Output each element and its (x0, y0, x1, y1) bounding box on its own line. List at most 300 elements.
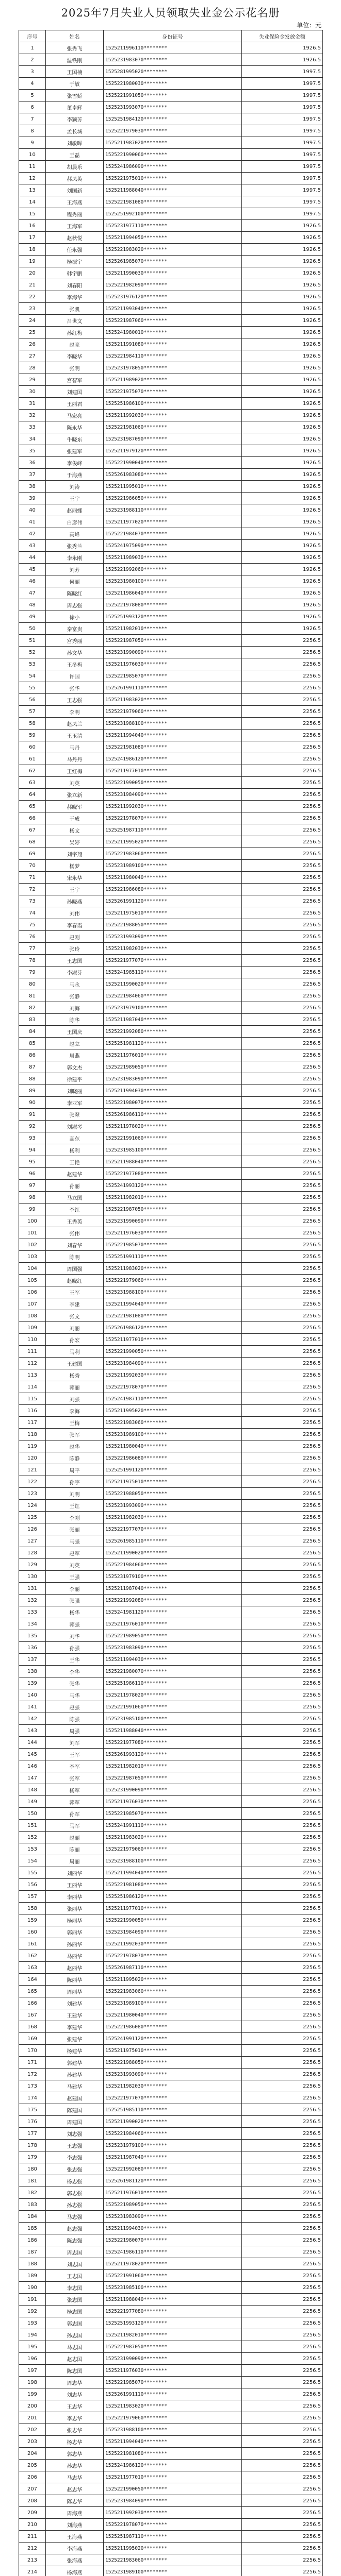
cell-id-number: 1525211979120******** (104, 445, 242, 457)
column-header-id: 身份证号 (104, 30, 242, 42)
cell-amount: 2256.5 (242, 1085, 323, 1097)
cell-amount: 2256.5 (242, 2246, 323, 2258)
cell-amount: 1926.5 (242, 564, 323, 575)
cell-name: 张华 (46, 682, 104, 694)
table-row (19, 1689, 323, 1701)
cell-id-number: 1525221980030******** (104, 78, 242, 90)
cell-no: 190 (19, 2282, 46, 2294)
cell-amount: 2256.5 (242, 931, 323, 943)
cell-amount: 2256.5 (242, 2507, 323, 2519)
cell-name: 马丽华 (46, 1950, 104, 1962)
table-row (19, 2187, 323, 2199)
cell-name: 赵建国 (46, 2092, 104, 2104)
cell-id-number: 1525211988040******** (104, 184, 242, 196)
cell-amount: 2256.5 (242, 1464, 323, 1476)
cell-id-number: 1525221984070******** (104, 528, 242, 540)
cell-no: 50 (19, 623, 46, 635)
table-row (19, 1346, 323, 1358)
cell-name: 王艳 (46, 1156, 104, 1168)
table-row (19, 2140, 323, 2151)
cell-amount: 1997.5 (242, 184, 323, 196)
table-row (19, 1322, 323, 1334)
cell-no: 192 (19, 2306, 46, 2317)
cell-amount: 2256.5 (242, 694, 323, 706)
table-row (19, 1180, 323, 1192)
table-row (19, 812, 323, 824)
cell-amount: 2256.5 (242, 2554, 323, 2566)
cell-no: 179 (19, 2151, 46, 2163)
cell-id-number: 1525221989050******** (104, 1630, 242, 1642)
table-row (19, 884, 323, 895)
cell-no: 130 (19, 1571, 46, 1583)
cell-id-number: 1525231977110******** (104, 220, 242, 232)
cell-id-number: 1525221987050******** (104, 1204, 242, 1215)
cell-id-number: 1525251993120******** (104, 2317, 242, 2329)
cell-no: 156 (19, 1879, 46, 1891)
cell-name: 赵亮 (46, 338, 104, 350)
table-row (19, 398, 323, 410)
table-row (19, 2353, 323, 2365)
cell-no: 167 (19, 2009, 46, 2021)
cell-amount: 2256.5 (242, 1820, 323, 1832)
cell-name: 于敏 (46, 78, 104, 90)
cell-amount: 2256.5 (242, 1867, 323, 1879)
cell-id-number: 1525221977080******** (104, 1737, 242, 1749)
cell-amount: 1926.5 (242, 623, 323, 635)
cell-no: 100 (19, 1215, 46, 1227)
cell-id-number: 1525231983090******** (104, 2211, 242, 2223)
cell-no: 54 (19, 670, 46, 682)
table-row (19, 1618, 323, 1630)
cell-no: 140 (19, 1689, 46, 1701)
cell-id-number: 1525211987040******** (104, 1014, 242, 1026)
cell-name: 王志强 (46, 2140, 104, 2151)
cell-amount: 1997.5 (242, 101, 323, 113)
cell-name: 刘建华 (46, 1997, 104, 2009)
cell-amount: 1926.5 (242, 267, 323, 279)
cell-name: 刘芳 (46, 564, 104, 575)
table-row (19, 350, 323, 362)
table-row (19, 1369, 323, 1381)
cell-id-number: 1525221977080******** (104, 2306, 242, 2317)
cell-no: 202 (19, 2424, 46, 2436)
cell-name: 杨梦 (46, 860, 104, 872)
cell-name: 程秀丽 (46, 208, 104, 220)
cell-no: 94 (19, 1144, 46, 1156)
cell-no: 124 (19, 1500, 46, 1512)
cell-id-number: 1525221987050******** (104, 2341, 242, 2353)
table-row (19, 1121, 323, 1132)
table-row (19, 504, 323, 516)
cell-no: 172 (19, 2069, 46, 2080)
cell-amount: 2256.5 (242, 789, 323, 801)
cell-no: 158 (19, 1903, 46, 1914)
cell-id-number: 1525221992060******** (104, 564, 242, 575)
table-row (19, 481, 323, 493)
cell-id-number: 1525231984090******** (104, 2495, 242, 2507)
table-row (19, 682, 323, 694)
cell-amount: 2256.5 (242, 2412, 323, 2424)
cell-no: 160 (19, 1926, 46, 1938)
cell-no: 106 (19, 1286, 46, 1298)
cell-no: 78 (19, 955, 46, 967)
cell-id-number: 1525221991060******** (104, 2270, 242, 2282)
table-row (19, 1879, 323, 1891)
cell-no: 165 (19, 1986, 46, 1997)
cell-name: 李丽 (46, 1583, 104, 1595)
table-row (19, 1073, 323, 1085)
cell-id-number: 1525221992080******** (104, 1595, 242, 1606)
cell-no: 121 (19, 1464, 46, 1476)
cell-no: 154 (19, 1855, 46, 1867)
table-row (19, 552, 323, 564)
table-row (19, 706, 323, 718)
cell-no: 118 (19, 1429, 46, 1440)
cell-name: 马志国 (46, 2341, 104, 2353)
cell-no: 138 (19, 1666, 46, 1677)
cell-name: 陈丽 (46, 1843, 104, 1855)
cell-no: 122 (19, 1476, 46, 1488)
cell-no: 52 (19, 647, 46, 658)
cell-no: 48 (19, 599, 46, 611)
table-row (19, 931, 323, 943)
cell-name: 王志国 (46, 955, 104, 967)
cell-id-number: 1525211994040******** (104, 1867, 242, 1879)
cell-no: 51 (19, 635, 46, 647)
cell-id-number: 1525231993090******** (104, 2069, 242, 2080)
table-row (19, 955, 323, 967)
cell-amount: 2256.5 (242, 1950, 323, 1962)
cell-no: 150 (19, 1808, 46, 1820)
cell-amount: 2256.5 (242, 1926, 323, 1938)
cell-name: 李建 (46, 1298, 104, 1310)
cell-no: 188 (19, 2258, 46, 2270)
cell-no: 42 (19, 528, 46, 540)
cell-id-number: 1525211995020******** (104, 836, 242, 848)
cell-amount: 1926.5 (242, 244, 323, 256)
table-row (19, 1547, 323, 1559)
table-row (19, 2033, 323, 2045)
cell-id-number: 1525221990050******** (104, 1346, 242, 1358)
table-row (19, 1026, 323, 1038)
cell-no: 8 (19, 125, 46, 137)
column-header-amount: 失业保险金发放金额 (242, 30, 323, 42)
cell-id-number: 1525251992100******** (104, 208, 242, 220)
cell-amount: 2256.5 (242, 1132, 323, 1144)
table-row (19, 635, 323, 647)
cell-name: 王强 (46, 1571, 104, 1583)
table-row (19, 2543, 323, 2554)
table-row (19, 2045, 323, 2057)
cell-name: 刘宇翔 (46, 848, 104, 860)
cell-no: 22 (19, 291, 46, 303)
cell-no: 213 (19, 2554, 46, 2566)
cell-id-number: 1525211983020******** (104, 694, 242, 706)
cell-amount: 2256.5 (242, 2495, 323, 2507)
cell-name: 孟长城 (46, 125, 104, 137)
cell-name: 陈志华 (46, 2495, 104, 2507)
cell-amount: 2256.5 (242, 730, 323, 741)
cell-no: 58 (19, 718, 46, 730)
cell-no: 177 (19, 2128, 46, 2140)
cell-name: 赵立 (46, 1038, 104, 1049)
cell-id-number: 1525211976010******** (104, 1618, 242, 1630)
cell-amount: 2256.5 (242, 2140, 323, 2151)
cell-name: 马建华 (46, 2080, 104, 2092)
cell-name: 赵志华 (46, 2483, 104, 2495)
cell-id-number: 1525231990090******** (104, 2353, 242, 2365)
cell-id-number: 1525221975070******** (104, 386, 242, 398)
cell-amount: 1926.5 (242, 552, 323, 564)
table-row (19, 516, 323, 528)
cell-id-number: 1525221979060******** (104, 2412, 242, 2424)
cell-amount: 2256.5 (242, 1180, 323, 1192)
cell-id-number: 1525261981120******** (104, 2175, 242, 2187)
cell-no: 98 (19, 1192, 46, 1204)
cell-amount: 2256.5 (242, 2270, 323, 2282)
table-row (19, 694, 323, 706)
cell-id-number: 1525221987060******** (104, 315, 242, 327)
cell-id-number: 1525261987110******** (104, 1962, 242, 1974)
cell-name: 刘军 (46, 1737, 104, 1749)
cell-amount: 2256.5 (242, 1997, 323, 2009)
cell-id-number: 1525211977010******** (104, 1334, 242, 1346)
cell-amount: 1926.5 (242, 599, 323, 611)
table-row (19, 2223, 323, 2234)
table-row (19, 1701, 323, 1713)
cell-id-number: 1525221983060******** (104, 1986, 242, 1997)
cell-name: 陈建国 (46, 2104, 104, 2116)
table-row (19, 1571, 323, 1583)
cell-amount: 2256.5 (242, 1227, 323, 1239)
cell-amount: 2256.5 (242, 1358, 323, 1369)
cell-no: 77 (19, 943, 46, 955)
cell-no: 19 (19, 256, 46, 267)
cell-no: 137 (19, 1654, 46, 1666)
table-row (19, 2234, 323, 2246)
cell-no: 112 (19, 1358, 46, 1369)
table-row (19, 2388, 323, 2400)
cell-no: 27 (19, 350, 46, 362)
cell-id-number: 1525231987090******** (104, 433, 242, 445)
cell-id-number: 1525231988100******** (104, 718, 242, 730)
cell-amount: 2256.5 (242, 1760, 323, 1772)
cell-id-number: 1525221986080******** (104, 2021, 242, 2033)
cell-no: 62 (19, 765, 46, 777)
table-row (19, 907, 323, 919)
cell-no: 41 (19, 516, 46, 528)
cell-name: 李丽华 (46, 1891, 104, 1903)
cell-amount: 2256.5 (242, 1002, 323, 1014)
cell-amount: 2256.5 (242, 1298, 323, 1310)
cell-name: 王国庆 (46, 1026, 104, 1038)
cell-amount: 2256.5 (242, 2543, 323, 2554)
cell-no: 85 (19, 1038, 46, 1049)
cell-id-number: 1525211989020******** (104, 374, 242, 386)
cell-id-number: 1525231993090******** (104, 931, 242, 943)
cell-amount: 1926.5 (242, 350, 323, 362)
cell-id-number: 1525221990050******** (104, 777, 242, 789)
table-row (19, 741, 323, 753)
cell-id-number: 1525221990050******** (104, 2483, 242, 2495)
cell-amount: 2256.5 (242, 836, 323, 848)
table-row (19, 1512, 323, 1523)
cell-amount: 2256.5 (242, 2057, 323, 2069)
cell-name: 赵丽娜 (46, 504, 104, 516)
cell-id-number: 1525241993120******** (104, 1180, 242, 1192)
cell-name: 郭志强 (46, 2187, 104, 2199)
cell-amount: 2256.5 (242, 2306, 323, 2317)
cell-id-number: 1525221983020******** (104, 244, 242, 256)
cell-name: 刘英 (46, 777, 104, 789)
cell-name: 王玉清 (46, 730, 104, 741)
cell-amount: 2256.5 (242, 2163, 323, 2175)
cell-no: 170 (19, 2045, 46, 2057)
cell-no: 201 (19, 2412, 46, 2424)
cell-amount: 2256.5 (242, 1903, 323, 1914)
table-row (19, 2554, 323, 2566)
cell-id-number: 1525211993040******** (104, 303, 242, 315)
roster-table-body (19, 42, 323, 2576)
table-row (19, 433, 323, 445)
cell-name: 刘涛 (46, 481, 104, 493)
cell-id-number: 1525221986050******** (104, 493, 242, 504)
cell-id-number: 1525241986090******** (104, 161, 242, 173)
cell-no: 76 (19, 931, 46, 943)
cell-name: 李俊峰 (46, 457, 104, 469)
cell-id-number: 1525231979100******** (104, 1571, 242, 1583)
cell-no: 128 (19, 1547, 46, 1559)
cell-amount: 1926.5 (242, 421, 323, 433)
cell-name: 任永强 (46, 244, 104, 256)
cell-id-number: 1525211995020******** (104, 1405, 242, 1417)
cell-name: 胡晨乐 (46, 161, 104, 173)
cell-name: 孙晓燕 (46, 895, 104, 907)
table-row (19, 1204, 323, 1215)
cell-amount: 2256.5 (242, 2519, 323, 2531)
cell-name: 何丽 (46, 575, 104, 587)
cell-amount: 2256.5 (242, 1666, 323, 1677)
cell-no: 144 (19, 1737, 46, 1749)
cell-no: 110 (19, 1334, 46, 1346)
cell-amount: 2256.5 (242, 1476, 323, 1488)
cell-no: 80 (19, 978, 46, 990)
cell-amount: 2256.5 (242, 2092, 323, 2104)
cell-no: 173 (19, 2080, 46, 2092)
cell-no: 210 (19, 2519, 46, 2531)
cell-no: 56 (19, 694, 46, 706)
cell-name: 马利 (46, 1346, 104, 1358)
cell-id-number: 1525211982030******** (104, 1512, 242, 1523)
cell-id-number: 1525231980100******** (104, 575, 242, 587)
table-row (19, 718, 323, 730)
cell-id-number: 1525231984090******** (104, 789, 242, 801)
cell-name: 张伟 (46, 1227, 104, 1239)
cell-id-number: 1525211982030******** (104, 943, 242, 955)
cell-name: 李海华 (46, 291, 104, 303)
table-row (19, 1298, 323, 1310)
cell-id-number: 1525211977010******** (104, 1903, 242, 1914)
cell-no: 28 (19, 362, 46, 374)
cell-id-number: 1525231983090******** (104, 1073, 242, 1085)
cell-no: 79 (19, 967, 46, 978)
table-row (19, 2412, 323, 2424)
cell-id-number: 1525211987040******** (104, 2151, 242, 2163)
cell-name: 徐建平 (46, 1073, 104, 1085)
cell-amount: 2256.5 (242, 2187, 323, 2199)
cell-name: 李红 (46, 1204, 104, 1215)
cell-no: 67 (19, 824, 46, 836)
cell-id-number: 1525221981060******** (104, 421, 242, 433)
cell-id-number: 1525221987050******** (104, 635, 242, 647)
cell-id-number: 1525221978070******** (104, 1381, 242, 1393)
cell-no: 185 (19, 2223, 46, 2234)
cell-name: 周国强 (46, 1263, 104, 1275)
cell-id-number: 1525221987050******** (104, 1772, 242, 1784)
cell-amount: 2256.5 (242, 990, 323, 1002)
cell-no: 107 (19, 1298, 46, 1310)
cell-name: 郭文杰 (46, 1061, 104, 1073)
cell-id-number: 1525221977080******** (104, 1168, 242, 1180)
cell-id-number: 1525211977010******** (104, 2471, 242, 2483)
cell-no: 153 (19, 1843, 46, 1855)
table-row (19, 208, 323, 220)
cell-no: 63 (19, 777, 46, 789)
cell-no: 196 (19, 2353, 46, 2365)
cell-name: 李淑芬 (46, 967, 104, 978)
cell-id-number: 1525211982030******** (104, 2080, 242, 2092)
table-row (19, 2151, 323, 2163)
cell-amount: 1997.5 (242, 113, 323, 125)
cell-id-number: 1525241975090******** (104, 540, 242, 552)
cell-amount: 2256.5 (242, 1855, 323, 1867)
cell-amount: 2256.5 (242, 718, 323, 730)
cell-amount: 2256.5 (242, 1440, 323, 1452)
cell-no: 211 (19, 2531, 46, 2543)
cell-amount: 1926.5 (242, 587, 323, 599)
cell-amount: 1997.5 (242, 78, 323, 90)
cell-amount: 2256.5 (242, 1500, 323, 1512)
cell-name: 杨志国 (46, 2306, 104, 2317)
cell-id-number: 1525261986110******** (104, 1109, 242, 1121)
cell-amount: 2256.5 (242, 2069, 323, 2080)
cell-amount: 2256.5 (242, 1417, 323, 1429)
cell-id-number: 1525241985110******** (104, 967, 242, 978)
cell-name: 王建国 (46, 1358, 104, 1369)
cell-id-number: 1525211992030******** (104, 410, 242, 421)
cell-amount: 2256.5 (242, 1204, 323, 1215)
cell-amount: 2256.5 (242, 1381, 323, 1393)
cell-amount: 1926.5 (242, 516, 323, 528)
table-row (19, 2009, 323, 2021)
cell-id-number: 1525251986110******** (104, 1677, 242, 1689)
cell-no: 187 (19, 2246, 46, 2258)
table-row (19, 777, 323, 789)
cell-id-number: 1525211994040******** (104, 1298, 242, 1310)
cell-amount: 2256.5 (242, 1654, 323, 1666)
cell-no: 21 (19, 279, 46, 291)
table-row (19, 895, 323, 907)
cell-amount: 2256.5 (242, 1986, 323, 1997)
table-row (19, 587, 323, 599)
table-row (19, 575, 323, 587)
cell-id-number: 1525211983020******** (104, 1832, 242, 1843)
cell-id-number: 1525251991120******** (104, 1464, 242, 1476)
cell-id-number: 1525211983020******** (104, 2400, 242, 2412)
cell-no: 129 (19, 1559, 46, 1571)
table-row (19, 113, 323, 125)
table-row (19, 2341, 323, 2353)
